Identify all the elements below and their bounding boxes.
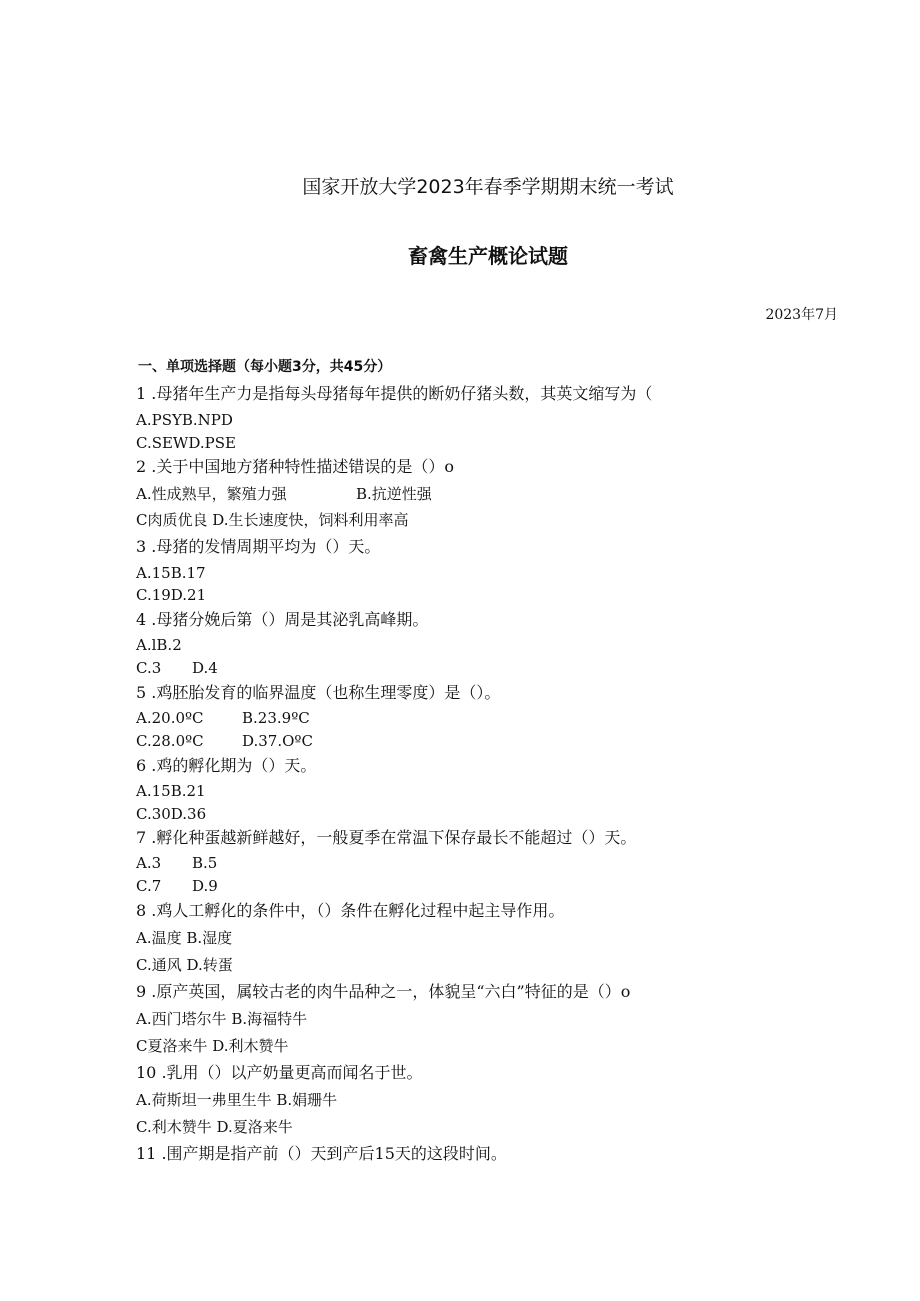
option-line: C.3 [136,659,162,677]
question-stem: 2 .关于中国地方猪种特性描述错误的是（）o [136,457,454,476]
question-stem: 1 .母猪年生产力是指每头母猪每年提供的断奶仔猪头数，其英文缩写为（ [136,384,653,403]
option-line: D.4 [192,659,218,677]
option-line: D.9 [192,877,218,895]
question-stem: 5 .鸡胚胎发育的临界温度（也称生理零度）是（）。 [136,683,501,702]
question-stem: 10 .乳用（）以产奶量更高而闻名于世。 [136,1063,423,1082]
option-line: A.PSYB.NPD [136,411,233,429]
question-stem: 6 .鸡的孵化期为（）天。 [136,756,317,775]
question-stem: 11 .围产期是指产前（）天到产后15天的这段时间。 [136,1144,507,1163]
option-line: A.15B.21 [136,782,206,800]
option-line: B.抗逆性强 [356,485,432,503]
option-line: C.19D.21 [136,586,207,604]
question-stem: 9 .原产英国，属较古老的肉牛品种之一，体貌呈“六白”特征的是（）o [136,982,631,1001]
option-line: A.lB.2 [136,636,182,654]
question-stem: 3 .母猪的发情周期平均为（）天。 [136,537,381,556]
option-line: A.15B.17 [136,564,206,582]
option-line: A.20.0ºC [136,709,204,727]
option-line: C肉质优良 D.生长速度快，饲料利用率高 [136,511,409,529]
exam-title: 国家开放大学2023年春季学期期末统一考试 [302,176,674,198]
option-line: C.利木赞牛 D.夏洛来牛 [136,1118,293,1136]
section-heading: 一、单项选择题（每小题3分，共45分） [138,359,392,375]
exam-date: 2023年7月 [765,307,838,323]
option-line: C.30D.36 [136,805,207,823]
option-line: B.5 [192,854,218,872]
option-line: C.28.0ºC [136,732,204,750]
option-line: C.SEWD.PSE [136,434,236,452]
option-line: A.荷斯坦一弗里生牛 B.娟珊牛 [136,1091,338,1109]
option-line: C.7 [136,877,162,895]
option-line: C.通风 D.转蛋 [136,956,233,974]
option-line: B.23.9ºC [242,709,310,727]
paper-title: 畜禽生产概论试题 [408,244,568,268]
option-line: A.3 [136,854,162,872]
option-line: A.西门塔尔牛 B.海福特牛 [136,1010,308,1028]
question-stem: 7 .孵化种蛋越新鲜越好，一般夏季在常温下保存最长不能超过（）天。 [136,828,637,847]
option-line: A.性成熟早，繁殖力强 [136,485,287,503]
question-stem: 8 .鸡人工孵化的条件中，（）条件在孵化过程中起主导作用。 [136,901,565,920]
option-line: C夏洛来牛 D.利木赞牛 [136,1037,289,1055]
option-line: A.温度 B.湿度 [136,929,233,947]
question-stem: 4 .母猪分娩后第（）周是其泌乳高峰期。 [136,610,429,629]
option-line: D.37.OºC [242,732,313,750]
